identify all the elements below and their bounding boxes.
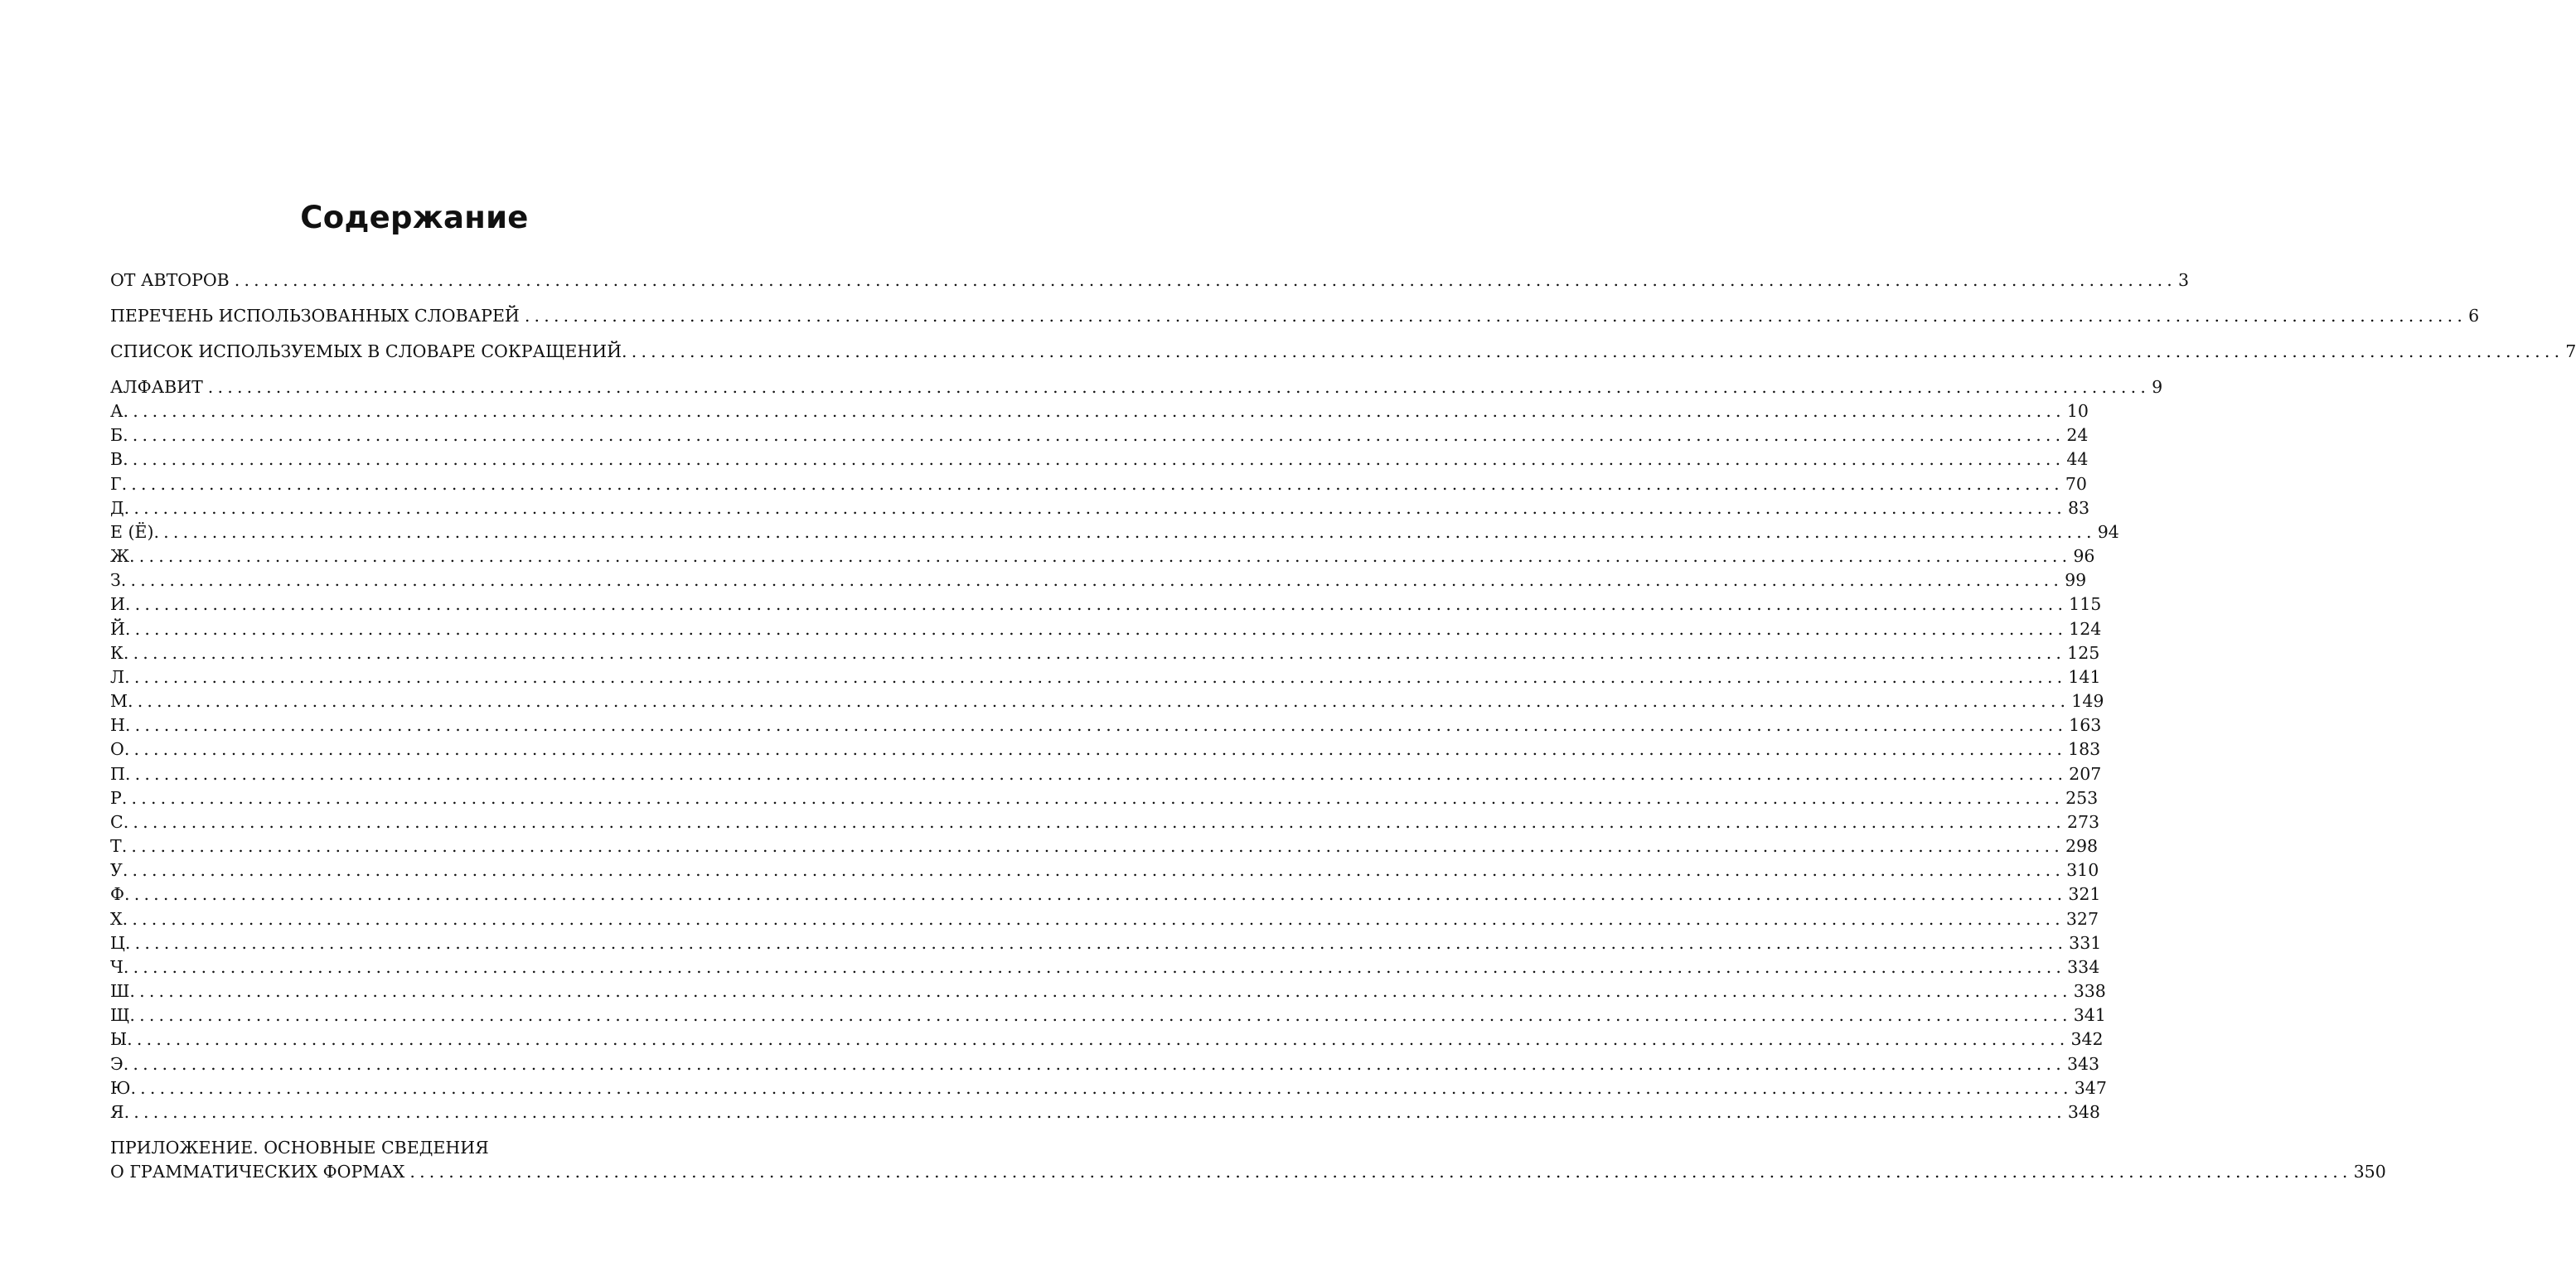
toc-entry-page: 124 — [2069, 618, 2102, 639]
toc-entry-letter[interactable] — [110, 834, 2099, 858]
toc-entry-label: Е (Ё) — [110, 521, 154, 542]
toc-entry-letter[interactable] — [110, 496, 2090, 520]
toc-entry-page: 334 — [2067, 956, 2100, 977]
toc-entry-letter[interactable] — [110, 737, 2101, 761]
dot-leader: ........................................................................................................................................................................................................ — [124, 932, 2068, 953]
page-title: Содержание — [300, 200, 529, 235]
toc-entry-label: Ы — [110, 1029, 128, 1050]
toc-entry-label: Ц — [110, 932, 125, 953]
dot-leader: ........................................................................................................................................................................................................ — [122, 860, 2065, 881]
toc-entry-label: П — [110, 763, 125, 784]
toc-entry-label: Ш — [110, 981, 130, 1002]
dot-leader: ........................................................................................................................................................................................................ — [121, 836, 2064, 857]
toc-entry-page: 141 — [2068, 666, 2101, 687]
toc-entry-label: Э — [110, 1053, 123, 1074]
toc-entry-page: 99 — [2065, 570, 2087, 591]
dot-leader: ........................................................................................................................................................................................................ — [123, 449, 2065, 470]
toc-entry-label: О — [110, 739, 124, 760]
toc-entry-letter[interactable] — [110, 592, 2102, 616]
toc-entry-letter[interactable] — [110, 689, 2104, 713]
toc-entry-page: 3 — [2178, 270, 2190, 290]
toc-entry-page: 125 — [2067, 642, 2100, 663]
toc-entry-label: АЛФАВИТ — [110, 377, 203, 397]
toc-entry-letter[interactable] — [110, 472, 2087, 496]
toc-entry-page: 9 — [2152, 377, 2163, 397]
dot-leader: ........................................................................................................................................................................................................ — [524, 306, 2467, 326]
dot-leader: ........................................................................................................................................................................................................ — [124, 594, 2068, 615]
toc-entry-page: 115 — [2069, 594, 2102, 615]
toc-entry-letter[interactable] — [110, 1003, 2106, 1027]
dot-leader: ........................................................................................................................................................................................................ — [122, 908, 2065, 929]
dot-leader: ........................................................................................................................................................................................................ — [124, 763, 2068, 784]
dot-leader: ........................................................................................................................................................................................................ — [124, 715, 2068, 736]
toc-entry-label: Б — [110, 425, 123, 446]
dot-leader: ........................................................................................................................................................................................................ — [129, 981, 2072, 1002]
dot-leader: ........................................................................................................................................................................................................ — [153, 521, 2096, 542]
dot-leader: ........................................................................................................................................................................................................ — [123, 811, 2065, 832]
toc-entry-label: У — [110, 860, 123, 881]
toc-entry-letter[interactable] — [110, 423, 2089, 447]
toc-entry-page: 253 — [2065, 787, 2099, 808]
toc-entry-page: 350 — [2353, 1162, 2386, 1182]
toc-entry-letter[interactable] — [110, 1100, 2100, 1124]
toc-entry-page: 83 — [2067, 497, 2090, 518]
toc-entry-label: Р — [110, 787, 122, 808]
toc-entry-letter[interactable] — [110, 786, 2099, 810]
toc-entry-label: Щ — [110, 1005, 130, 1026]
toc-entry-label: С — [110, 811, 123, 832]
toc-entry-label: Ж — [110, 546, 130, 567]
toc-entry-label: О ГРАММАТИЧЕСКИХ ФОРМАХ — [110, 1162, 405, 1182]
toc-entry-page: 310 — [2066, 860, 2099, 881]
toc-entry-letter[interactable] — [110, 568, 2087, 592]
toc-entry-abbreviations[interactable] — [110, 340, 2576, 364]
toc-entry-letter[interactable] — [110, 665, 2101, 689]
toc-entry-alphabet[interactable] — [110, 375, 2163, 399]
toc-entry-page: 273 — [2066, 811, 2100, 832]
dot-leader: ........................................................................................................................................................................................................ — [234, 270, 2177, 290]
toc-entry-letter[interactable] — [110, 858, 2099, 882]
dot-leader: ........................................................................................................................................................................................................ — [207, 377, 2151, 397]
toc-entry-label: Я — [110, 1101, 124, 1122]
toc-entry-page: 70 — [2065, 473, 2087, 494]
toc-entry-label: Ю — [110, 1077, 131, 1098]
toc-entry-label: Т — [110, 836, 122, 857]
toc-entry-page: 348 — [2067, 1101, 2100, 1122]
toc-entry-page: 24 — [2066, 425, 2089, 446]
dot-leader: ........................................................................................................................................................................................................ — [127, 1029, 2070, 1050]
toc-entry-label: И — [110, 594, 125, 615]
toc-entry-label: ОТ АВТОРОВ — [110, 270, 230, 290]
toc-entry-page: 7 — [2565, 341, 2576, 361]
toc-entry-page: 298 — [2065, 836, 2099, 857]
dot-leader: ........................................................................................................................................................................................................ — [124, 884, 2067, 905]
toc-entry-letter[interactable] — [110, 810, 2100, 834]
dot-leader: ........................................................................................................................................................................................................ — [130, 1077, 2073, 1098]
toc-entry-label: Х — [110, 908, 123, 929]
toc-entry-label: Ф — [110, 884, 125, 905]
toc-entry-page: 347 — [2074, 1077, 2107, 1098]
dot-leader: ........................................................................................................................................................................................................ — [123, 401, 2065, 421]
toc-entry-letter[interactable] — [110, 931, 2102, 955]
toc-entry-letter[interactable] — [110, 520, 2119, 544]
toc-entry-appendix-line1[interactable]: ПРИЛОЖЕНИЕ. ОСНОВНЫЕ СВЕДЕНИЯ — [110, 1138, 489, 1158]
dot-leader: ........................................................................................................................................................................................................ — [124, 666, 2067, 687]
toc-entry-label: ПЕРЕЧЕНЬ ИСПОЛЬЗОВАННЫХ СЛОВАРЕЙ — [110, 306, 520, 326]
toc-entry-page: 321 — [2068, 884, 2101, 905]
toc-entry-label: Й — [110, 618, 125, 639]
toc-entry-page: 327 — [2065, 908, 2099, 929]
toc-entry-page: 183 — [2068, 739, 2101, 760]
toc-entry-letter[interactable] — [110, 907, 2099, 931]
toc-entry-page: 44 — [2066, 449, 2089, 470]
dot-leader: ........................................................................................................................................................................................................ — [123, 739, 2067, 760]
toc-entry-letter[interactable] — [110, 762, 2102, 786]
toc-entry-label: Д — [110, 497, 124, 518]
dot-leader: ........................................................................................................................................................................................................ — [121, 787, 2065, 808]
toc-entry-label: Ч — [110, 956, 123, 977]
toc-entry-page: 338 — [2073, 981, 2106, 1002]
toc-entry-page: 341 — [2073, 1005, 2106, 1026]
toc-entry-page: 342 — [2070, 1029, 2104, 1050]
dot-leader: ........................................................................................................................................................................................................ — [120, 570, 2064, 591]
toc-entry-letter[interactable] — [110, 641, 2100, 665]
dot-leader: ........................................................................................................................................................................................................ — [622, 341, 2564, 361]
toc-entry-page: 149 — [2071, 691, 2104, 712]
dot-leader: ........................................................................................................................................................................................................ — [129, 546, 2072, 567]
dot-leader: ........................................................................................................................................................................................................ — [128, 691, 2070, 712]
toc-entry-label: К — [110, 642, 123, 663]
toc-entry-label: А — [110, 401, 123, 421]
toc-entry-label: Г — [110, 473, 122, 494]
dot-leader: ........................................................................................................................................................................................................ — [123, 1101, 2066, 1122]
toc-entry-letter[interactable] — [110, 882, 2101, 906]
toc-entry-letter[interactable] — [110, 955, 2100, 979]
toc-entry-letter[interactable] — [110, 979, 2106, 1003]
dot-leader: ........................................................................................................................................................................................................ — [409, 1162, 2352, 1182]
dot-leader: ........................................................................................................................................................................................................ — [129, 1005, 2072, 1026]
toc-entry-letter[interactable] — [110, 713, 2102, 737]
toc-entry-label: Л — [110, 666, 125, 687]
toc-entry-appendix[interactable] — [110, 1160, 2386, 1184]
dot-leader: ........................................................................................................................................................................................................ — [123, 497, 2066, 518]
toc-entry-authors[interactable] — [110, 268, 2190, 292]
toc-entry-label: З — [110, 570, 121, 591]
dot-leader: ........................................................................................................................................................................................................ — [124, 618, 2068, 639]
toc-entry-letter[interactable] — [110, 447, 2089, 471]
toc-entry-letter[interactable] — [110, 544, 2095, 568]
toc-entry-label: СПИСОК ИСПОЛЬЗУЕМЫХ В СЛОВАРЕ СОКРАЩЕНИЙ — [110, 341, 622, 361]
toc-entry-label: В — [110, 449, 123, 470]
toc-entry-letter[interactable] — [110, 617, 2102, 641]
dot-leader: ........................................................................................................................................................................................................ — [123, 1053, 2065, 1074]
toc-entry-page: 96 — [2073, 546, 2095, 567]
toc-entry-label: Н — [110, 715, 125, 736]
toc-entry-page: 207 — [2069, 763, 2102, 784]
toc-entry-page: 10 — [2066, 401, 2089, 421]
toc-entry-letter[interactable] — [110, 1052, 2100, 1076]
dot-leader: ........................................................................................................................................................................................................ — [123, 425, 2065, 446]
toc-entry-dictionaries[interactable] — [110, 304, 2480, 328]
toc-entry-letter[interactable] — [110, 1027, 2104, 1052]
toc-entry-label: М — [110, 691, 128, 712]
toc-entry-letter[interactable] — [110, 1076, 2107, 1100]
dot-leader: ........................................................................................................................................................................................................ — [121, 473, 2064, 494]
toc-entry-page: 163 — [2069, 715, 2102, 736]
toc-entry-page: 331 — [2069, 932, 2102, 953]
toc-entry-page: 343 — [2066, 1053, 2100, 1074]
toc-entry-page: 6 — [2468, 306, 2480, 326]
toc-entry-letter[interactable] — [110, 399, 2089, 423]
toc-entry-page: 94 — [2097, 521, 2119, 542]
dot-leader: ........................................................................................................................................................................................................ — [123, 642, 2066, 663]
dot-leader: ........................................................................................................................................................................................................ — [123, 956, 2066, 977]
